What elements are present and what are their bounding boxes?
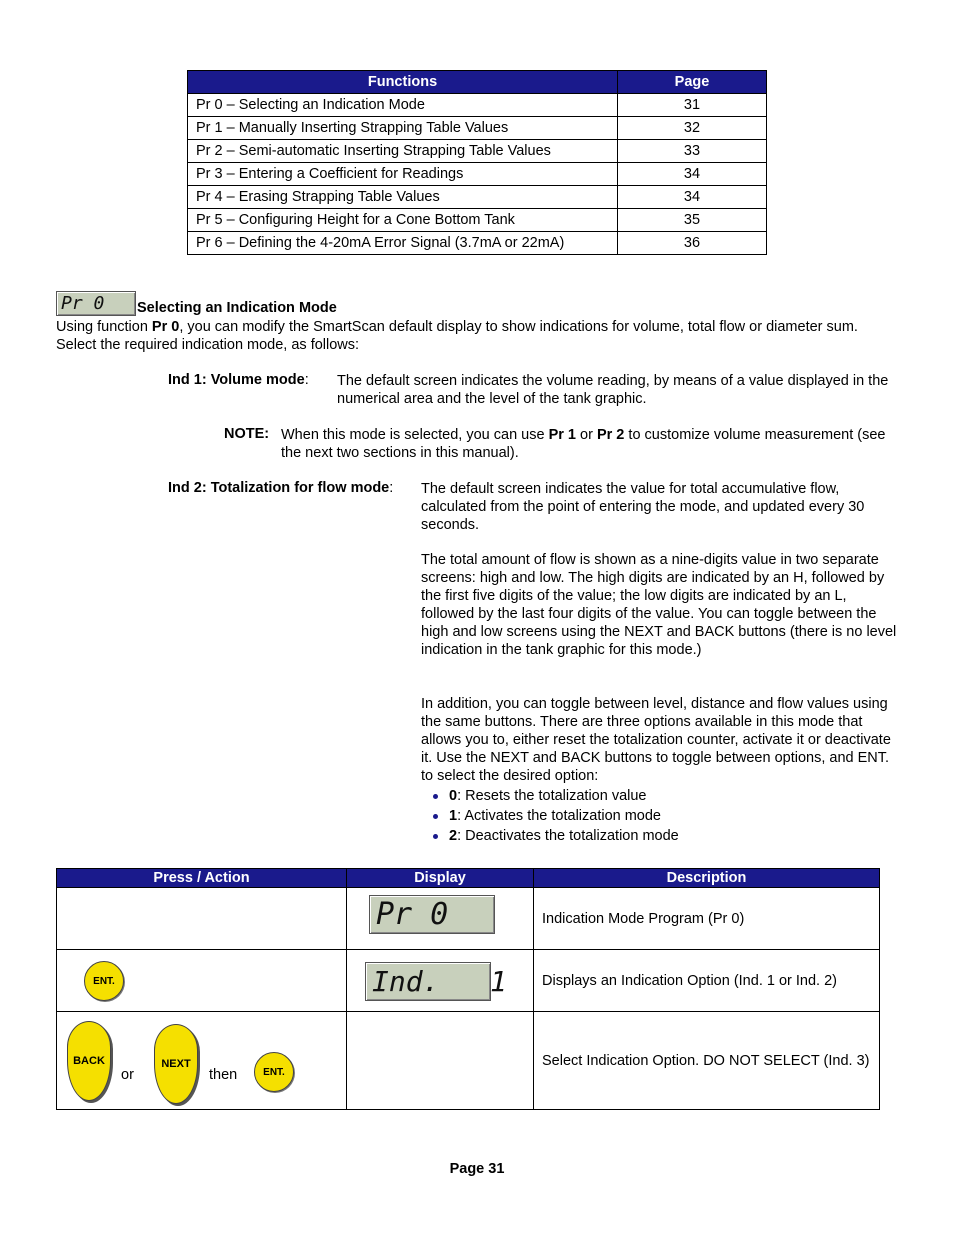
press-cell (57, 1012, 347, 1110)
table-row (57, 888, 880, 950)
function-cell: Pr 4 – Erasing Strapping Table Values (188, 186, 618, 209)
lcd-badge-pr0 (56, 291, 136, 316)
table-row (188, 232, 767, 255)
page-cell: 33 (618, 140, 767, 163)
option-key: 2 (449, 828, 458, 844)
function-cell: Pr 2 – Semi-automatic Inserting Strapping Table Values (188, 140, 618, 163)
function-cell: Pr 6 – Defining the 4-20mA Error Signal (3.7mA or 22mA) (188, 232, 618, 255)
note-post: to customize volume measurement (see the next two sections in this manual). (281, 427, 886, 461)
functions-header: Functions (188, 71, 618, 94)
description-cell: Indication Mode Program (Pr 0) (534, 888, 880, 950)
ind2-para2: The total amount of flow is shown as a nine-digits value in two separate screens: high and low. The high digits are indicated by an H, followed by the first five digits of the value; the low digits are indicated by an L, followed by the last four digits of the value. You can toggle between the high and low screens using the NEXT and BACK buttons (there is no level indication in the tank graphic for this mode.) (421, 552, 897, 658)
back-button-label: BACK (73, 1055, 105, 1067)
table-row (188, 186, 767, 209)
page-cell: 35 (618, 209, 767, 232)
section-title: Selecting an Indication Mode (137, 300, 337, 316)
display-header: Display (347, 869, 534, 888)
display-cell (347, 888, 534, 950)
ind2-para1: The default screen indicates the value for total accumulative flow, calculated from the point of entering the mode, and updated every 30 seconds. (421, 481, 865, 533)
bullet-icon (433, 814, 438, 819)
table-row (188, 209, 767, 232)
function-cell: Pr 0 – Selecting an Indication Mode (188, 94, 618, 117)
bullet-icon (433, 794, 438, 799)
ind1-description: The default screen indicates the volume reading, by means of a value displayed in the numerical area and the level of the tank graphic. (337, 373, 889, 407)
press-cell (57, 888, 347, 950)
list-item (421, 806, 679, 826)
options-list (421, 786, 679, 846)
lcd-text: Ind. 1 (372, 965, 507, 998)
description-cell: Displays an Indication Option (Ind. 1 or Ind. 2) (534, 950, 880, 1012)
function-cell: Pr 1 – Manually Inserting Strapping Table Values (188, 117, 618, 140)
press-action-header: Press / Action (57, 869, 347, 888)
page-cell: 34 (618, 163, 767, 186)
next-button-label: NEXT (161, 1058, 191, 1070)
lcd-display-pr0 (369, 895, 495, 934)
display-cell (347, 1012, 534, 1110)
display-cell (347, 950, 534, 1012)
function-cell: Pr 3 – Entering a Coefficient for Readings (188, 163, 618, 186)
intro-text-rest: , you can modify the SmartScan default display to show indications for volume, total flow or diameter sum. Select the required indication mode, as follows: (56, 319, 858, 353)
functions-table (187, 70, 767, 255)
bullet-icon (433, 834, 438, 839)
note-text (281, 426, 901, 462)
ind1-label-text: Ind 1: Volume mode (168, 372, 305, 388)
intro-paragraph (56, 318, 896, 354)
option-key: 0 (449, 788, 458, 804)
option-text: : Deactivates the totalization mode (457, 828, 679, 844)
note-pre: When this mode is selected, you can use (281, 427, 549, 443)
option-key: 1 (449, 808, 458, 824)
table-row (188, 163, 767, 186)
ind2-para3: In addition, you can toggle between level, distance and flow values using the same buttons. There are three options available in this mode that allows you to, either reset the totalization counter, activate it or deactivate it. Use the NEXT and BACK buttons to toggle between options, and ENT. to select the desired option: (421, 696, 891, 784)
note-mid: or (576, 427, 597, 443)
page-cell: 32 (618, 117, 767, 140)
press-cell (57, 950, 347, 1012)
note-bold-pr2: Pr 2 (596, 427, 625, 443)
description-cell: Select Indication Option. DO NOT SELECT (Ind. 3) (534, 1012, 880, 1110)
action-table (56, 868, 880, 1110)
table-row (188, 117, 767, 140)
ind2-sep: : (389, 480, 394, 496)
page-cell: 36 (618, 232, 767, 255)
lcd-badge-text: Pr 0 (61, 293, 105, 314)
lcd-text: Pr 0 (376, 897, 449, 932)
table-row (188, 140, 767, 163)
list-item (421, 786, 679, 806)
ind2-label-text: Ind 2: Totalization for flow mode (168, 480, 390, 496)
ent-button[interactable] (84, 961, 124, 1001)
option-text: : Activates the totalization mode (457, 808, 661, 824)
function-cell: Pr 5 – Configuring Height for a Cone Bottom Tank (188, 209, 618, 232)
ent-button[interactable] (254, 1052, 294, 1092)
table-row (57, 950, 880, 1012)
table-row (57, 1012, 880, 1110)
note-bold-pr1: Pr 1 (548, 427, 577, 443)
table-row (188, 94, 767, 117)
intro-bold: Pr 0 (151, 319, 180, 335)
ind2-label (168, 480, 393, 496)
list-item (421, 826, 679, 846)
ent-button-label: ENT. (263, 1066, 285, 1078)
note-label: NOTE: (224, 426, 270, 442)
ind1-sep: : (304, 372, 309, 388)
page-number: Page 31 (449, 1161, 505, 1177)
ind1-label (168, 372, 309, 388)
page-cell: 31 (618, 94, 767, 117)
description-header: Description (534, 869, 880, 888)
then-text: then (209, 1067, 238, 1083)
or-text: or (121, 1067, 134, 1083)
next-button[interactable] (154, 1024, 198, 1104)
back-button[interactable] (67, 1021, 111, 1101)
page-header: Page (618, 71, 767, 94)
ent-button-label: ENT. (93, 975, 115, 987)
intro-text: Using function (56, 319, 152, 335)
lcd-display-ind1 (365, 962, 507, 1001)
option-text: : Resets the totalization value (457, 788, 647, 804)
page-cell: 34 (618, 186, 767, 209)
